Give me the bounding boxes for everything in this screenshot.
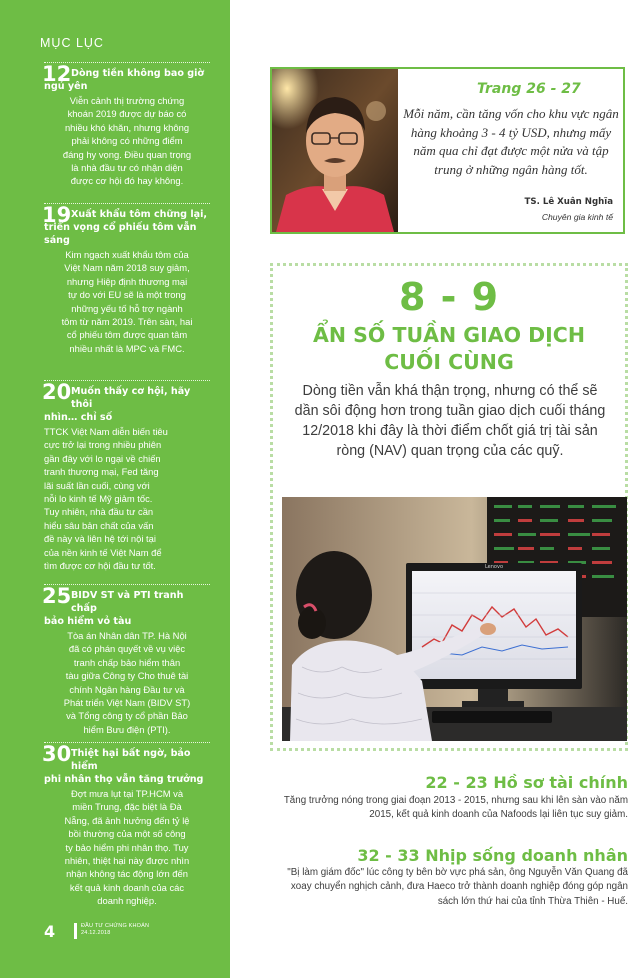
toc-desc-line: hiểu sâu bản chất của vấn <box>44 519 154 531</box>
quote-box[interactable] <box>270 67 625 234</box>
toc-desc-line: Kim ngạch xuất khẩu tôm của <box>65 249 189 260</box>
toc-heading-line1: Thiệt hại bất ngờ, bảo hiểm <box>71 748 191 772</box>
feature-description: Dòng tiền vẫn khá thận trọng, nhưng có thể sẽ dần sôi động hơn trong tuần giao dịch cuối tháng 12/2018 khi đây là thời điểm chốt giá trị tài sản ròng (NAV) quan trọng của các quỹ. <box>294 383 606 459</box>
toc-desc-line: nhưng Hiệp định thương mại <box>66 275 188 287</box>
toc-heading-line2: ngủ yên <box>44 81 88 92</box>
toc-desc-line: nhiều khó khăn, nhưng không <box>64 121 190 133</box>
toc-desc-line: Đợt mưa lụt tại TP.HCM và <box>70 788 184 799</box>
section-title: Nhịp sống doanh nhân <box>425 846 628 865</box>
toc-heading-line1: Muốn thấy cơ hội, hãy thôi <box>71 386 191 410</box>
toc-desc-line: những yếu tố hỗ trợ ngành <box>71 302 183 314</box>
toc-page-number: 20 <box>42 380 72 404</box>
page-number: 4 <box>44 922 56 941</box>
toc-heading-line2: phi nhân thọ vẫn tăng trưởng <box>44 774 204 785</box>
toc-desc-line: miền Trung, đặc biệt là Đà <box>72 801 182 813</box>
toc-desc-line: cực trở lại trong nhiều phiên <box>44 439 162 451</box>
feature-title-line1: ẨN SỐ TUẦN GIAO DỊCH <box>312 323 585 347</box>
toc-desc-line: nhiên, thiệt hại này được nhìn <box>64 855 190 867</box>
issue-date: 24.12.2018 <box>81 930 111 936</box>
toc-item-19[interactable] <box>44 203 210 355</box>
section-page-numbers: 32 - 33 <box>357 846 420 865</box>
monitor-brand: Lenovo <box>484 564 504 570</box>
section-financial-profile[interactable] <box>425 773 628 792</box>
toc-desc-line: bồi thường của một số công <box>68 828 186 840</box>
toc-heading-line2: bảo hiểm vỏ tàu <box>44 616 132 627</box>
magazine-footer <box>81 923 149 937</box>
trader-illustration <box>282 497 627 741</box>
toc-heading-line1: Xuất khẩu tôm chững lại, <box>71 209 208 220</box>
toc-desc-line: tự do với EU sẽ là một trong <box>68 289 186 301</box>
magazine-name: ĐẦU TƯ CHỨNG KHOÁN <box>81 923 150 929</box>
feature-title <box>273 322 625 376</box>
quote-page-reference: Trang 26 - 27 <box>477 81 581 97</box>
toc-desc-line: tranh thương mại, Fed tăng <box>44 466 159 478</box>
toc-desc-line: phải không có những điểm <box>71 135 183 147</box>
toc-desc-line: Tòa án Nhân dân TP. Hà Nội <box>67 630 187 641</box>
toc-desc-line: Phát triển Việt Nam (BIDV ST) <box>63 697 191 709</box>
toc-title: MỤC LỤC <box>40 36 104 50</box>
toc-desc-line: đã có phán quyết về vụ việc <box>68 643 186 655</box>
toc-desc-line: lãi suất lần cuối, cùng với <box>44 479 150 491</box>
toc-description <box>44 425 210 572</box>
toc-page-number: 25 <box>42 584 72 608</box>
toc-desc-line: TTCK Việt Nam diễn biến tiêu <box>44 426 168 437</box>
toc-desc-line: của nền kinh tế Việt Nam để <box>44 546 162 558</box>
toc-desc-line: Tuy nhiên, nhà đầu tư cần <box>44 506 154 518</box>
toc-page-number: 12 <box>42 62 72 86</box>
toc-description <box>44 629 210 736</box>
feature-title-line2: CUỐI CÙNG <box>384 350 514 374</box>
toc-heading-line1: BIDV ST và PTI tranh chấp <box>71 590 184 614</box>
toc-desc-line: doanh nghiệp. <box>97 895 157 907</box>
toc-desc-line: tôm từ năm 2019. Trên sàn, hai <box>61 316 193 328</box>
toc-item-30[interactable] <box>44 742 210 908</box>
section-entrepreneur-life[interactable] <box>357 846 628 865</box>
quote-text: Mỗi năm, cần tăng vốn cho khu vực ngân hàng khoảng 3 - 4 tỷ USD, nhưng mấy năm qua chỉ đạt được một nửa và tập trung ở những ngân hàng tốt. <box>403 106 619 177</box>
toc-heading-line2: nhìn… chỉ số <box>44 412 113 423</box>
toc-desc-line: khoán 2019 được dự báo có <box>67 108 187 120</box>
toc-description <box>44 787 210 908</box>
toc-desc-line: gần đây với lo ngại về chiến <box>44 452 161 464</box>
toc-desc-line: là nhà đầu tư có nhận diện <box>71 162 183 174</box>
toc-desc-line: và Tổng công ty cổ phần Bảo <box>66 710 188 722</box>
toc-desc-line: nhận không tác động lớn đến <box>66 868 188 880</box>
toc-desc-line: Nẵng, đã ảnh hưởng đến tỷ lệ <box>64 814 190 826</box>
quote-author-role: Chuyên gia kinh tế <box>541 212 613 222</box>
footer-divider <box>74 923 77 939</box>
toc-desc-line: cổ phiếu tôm được quan tâm <box>66 329 188 341</box>
table-of-contents-sidebar <box>0 0 230 978</box>
toc-desc-line: tìm được cơ hội đầu tư tốt. <box>44 560 156 572</box>
toc-desc-line: được cơ hội đó hay không. <box>70 175 184 187</box>
section-description: "Bị làm giám đốc" lúc công ty bên bờ vực phá sản, ông Nguyễn Văn Quang đã xoay chuyển nghịch cảnh, đưa Haeco trở thành doanh nghiệp đóng góp ngân sách lớn thứ hai của tỉnh Thừa Thiên - Huế. <box>287 867 628 907</box>
author-portrait-photo <box>272 69 398 232</box>
toc-desc-line: Viễn cảnh thị trường chứng <box>69 95 185 106</box>
feature-page-numbers: 8 - 9 <box>398 275 500 319</box>
toc-item-12[interactable] <box>44 62 210 188</box>
toc-desc-line: đề này và liên hệ tới nội tại <box>44 533 156 545</box>
toc-desc-line: nỗi lo kinh tế Mỹ giảm tốc. <box>44 493 153 505</box>
quote-author: TS. Lê Xuân Nghĩa <box>524 197 613 207</box>
toc-heading-line1: Dòng tiền không bao giờ <box>71 68 205 79</box>
toc-page-number: 30 <box>42 742 72 766</box>
toc-description <box>44 248 210 355</box>
section-title: Hồ sơ tài chính <box>493 773 628 792</box>
toc-desc-line: kết quả kinh doanh của các <box>69 881 185 893</box>
toc-desc-line: đáng hy vọng. Điều quan trọng <box>62 148 192 160</box>
toc-heading-line2: triển vọng cổ phiếu tôm vẫn sáng <box>44 222 197 246</box>
toc-desc-line: tranh chấp bảo hiểm thân <box>73 656 181 668</box>
trader-monitor-photo <box>282 497 627 741</box>
section-page-numbers: 22 - 23 <box>425 773 488 792</box>
toc-desc-line: tàu giữa Công ty Cho thuê tài <box>65 670 189 682</box>
toc-desc-line: Việt Nam năm 2018 suy giảm, <box>64 262 190 274</box>
toc-desc-line: hiểm Bưu điện (PTI). <box>83 723 171 735</box>
portrait-illustration <box>272 69 398 232</box>
toc-description <box>44 94 210 188</box>
toc-desc-line: nhiều nhất là MPC và FMC. <box>69 342 185 354</box>
section-description: Tăng trưởng nóng trong giai đoạn 2013 - 2015, nhưng sau khi lên sàn vào năm 2015, kết quả kinh doanh của Nafoods lại liên tục suy giảm. <box>283 795 628 821</box>
toc-desc-line: ty bảo hiểm phi nhân thọ. Tuy <box>65 841 189 853</box>
toc-desc-line: chính Ngân hàng Đầu tư và <box>69 683 185 695</box>
toc-item-20[interactable] <box>44 380 210 572</box>
toc-item-25[interactable] <box>44 584 210 736</box>
toc-page-number: 19 <box>42 203 72 227</box>
